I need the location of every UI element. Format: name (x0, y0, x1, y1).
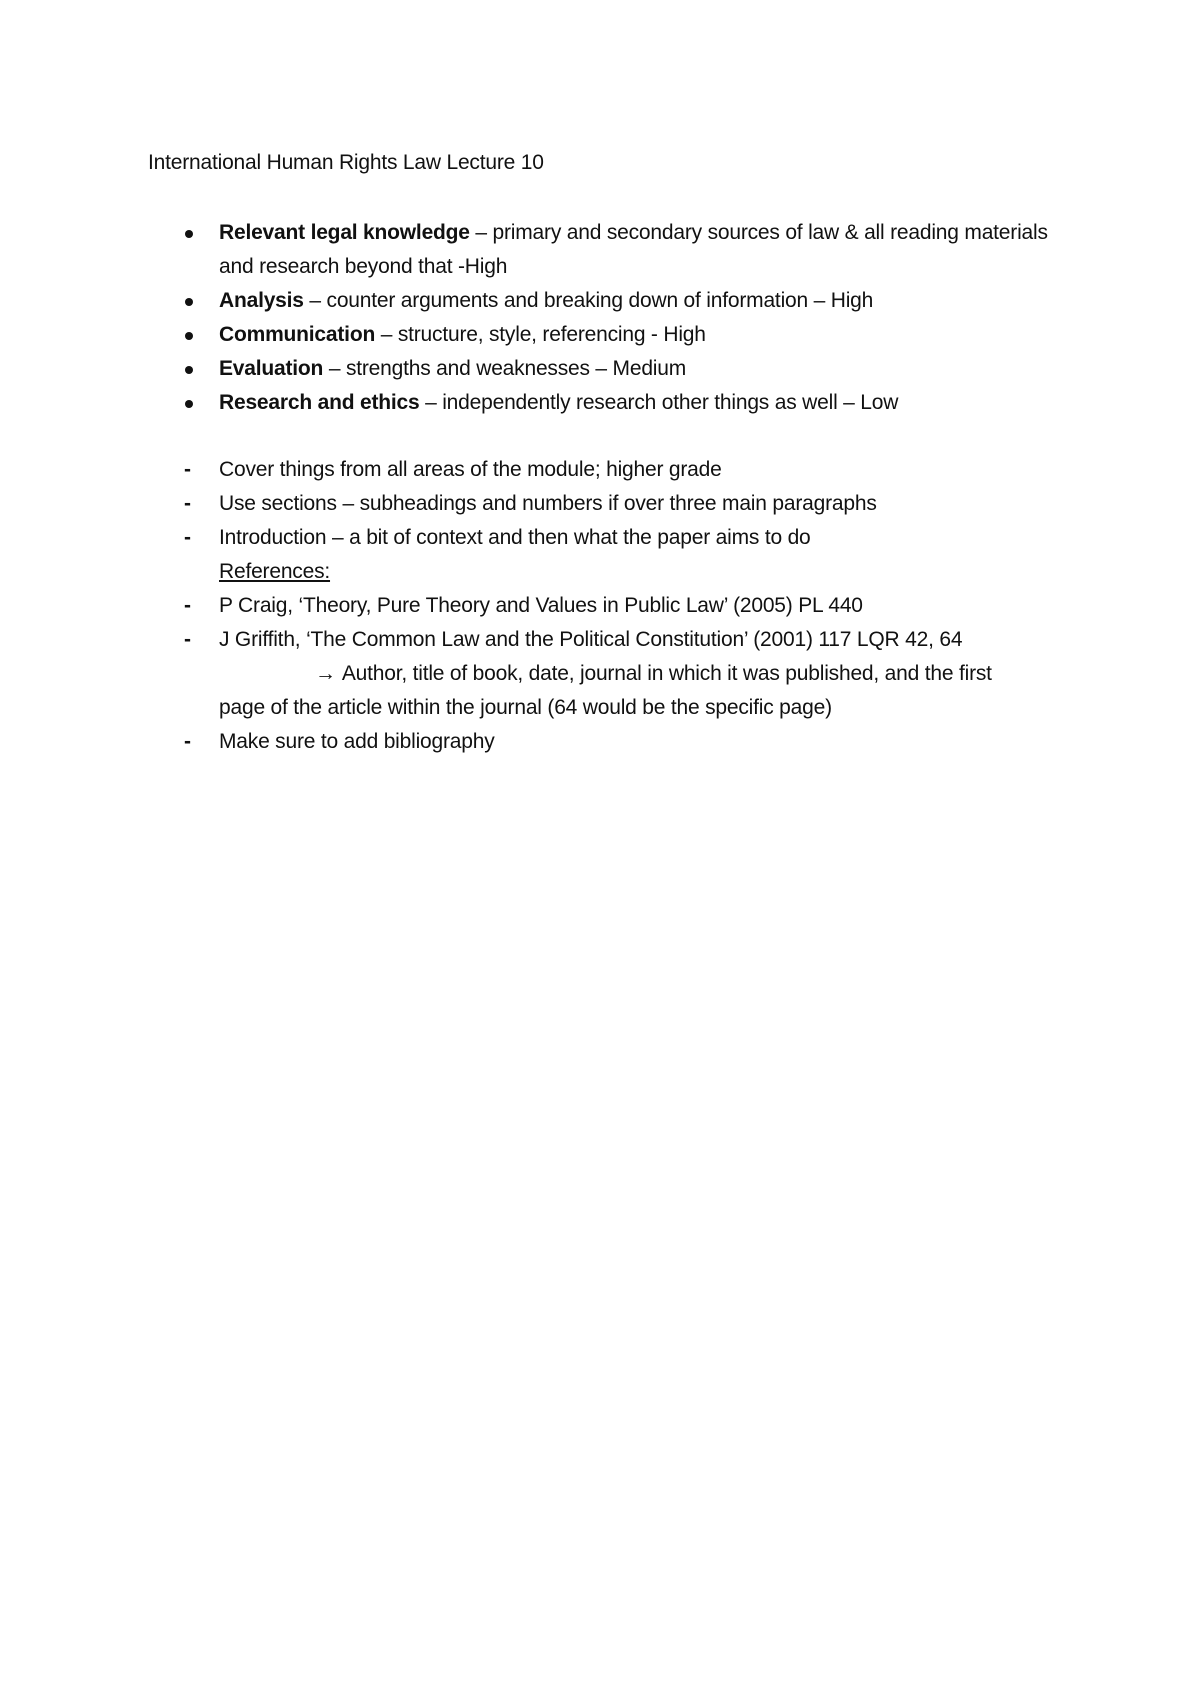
dash-icon: - (184, 628, 191, 651)
criteria-item-communication (0, 318, 1049, 352)
reference-craig (0, 589, 1079, 623)
bullet-icon (185, 400, 193, 408)
explanation-text: Author, title of book, date, journal in which it was published, and the first (341, 662, 992, 685)
note-introduction (0, 521, 1079, 555)
bullet-icon (185, 230, 193, 238)
bullet-icon (185, 366, 193, 374)
dash-icon: - (184, 594, 191, 617)
note-sections (0, 487, 1079, 521)
criteria-item-research-and-ethics (0, 386, 1049, 420)
dash-icon: - (184, 458, 191, 481)
right-arrow-icon: → (315, 662, 336, 685)
criteria-description: – structure, style, referencing - High (375, 323, 706, 346)
criteria-description: – primary and secondary sources of law & all reading materials and research beyond that -High (219, 221, 1048, 278)
note-text: Cover things from all areas of the module; higher grade (219, 458, 722, 481)
bullet-icon (185, 332, 193, 340)
dash-icon: - (184, 492, 191, 515)
reference-text: J Griffith, ‘The Common Law and the Political Constitution’ (2001) 117 LQR 42, 64 (219, 628, 963, 651)
note-text: Introduction – a bit of context and then what the paper aims to do (219, 526, 811, 549)
criteria-description: – independently research other things as well – Low (419, 391, 899, 414)
criteria-term: Relevant legal knowledge (219, 221, 470, 244)
explanation-first-line (219, 657, 1079, 691)
reference-explanation (0, 657, 1079, 725)
assessment-criteria-list (0, 216, 1200, 420)
dash-icon: - (184, 730, 191, 753)
criteria-term: Communication (219, 323, 376, 346)
criteria-description: – counter arguments and breaking down of information – High (303, 289, 874, 312)
criteria-term: Analysis (219, 289, 304, 312)
criteria-item-evaluation (0, 352, 1049, 386)
references-heading: References: (219, 560, 331, 583)
reference-text: P Craig, ‘Theory, Pure Theory and Values in Public Law’ (2005) PL 440 (219, 594, 863, 617)
note-cover (0, 453, 1079, 487)
notes-list (0, 453, 1200, 759)
note-text: Use sections – subheadings and numbers if over three main paragraphs (219, 492, 877, 515)
reference-griffith (0, 623, 1079, 657)
note-bibliography (0, 725, 1079, 759)
criteria-description: – strengths and weaknesses – Medium (323, 357, 687, 380)
bullet-icon (185, 298, 193, 306)
dash-icon: - (184, 526, 191, 549)
references-heading-line (0, 555, 1079, 589)
criteria-item-relevant-legal-knowledge (0, 216, 1049, 284)
criteria-term: Research and ethics (219, 391, 420, 414)
note-text: Make sure to add bibliography (219, 730, 495, 753)
criteria-item-analysis (0, 284, 1049, 318)
document-title: International Human Rights Law Lecture 10 (148, 151, 544, 174)
criteria-term: Evaluation (219, 357, 324, 380)
explanation-second-line: page of the article within the journal (64 would be the specific page) (219, 696, 832, 719)
